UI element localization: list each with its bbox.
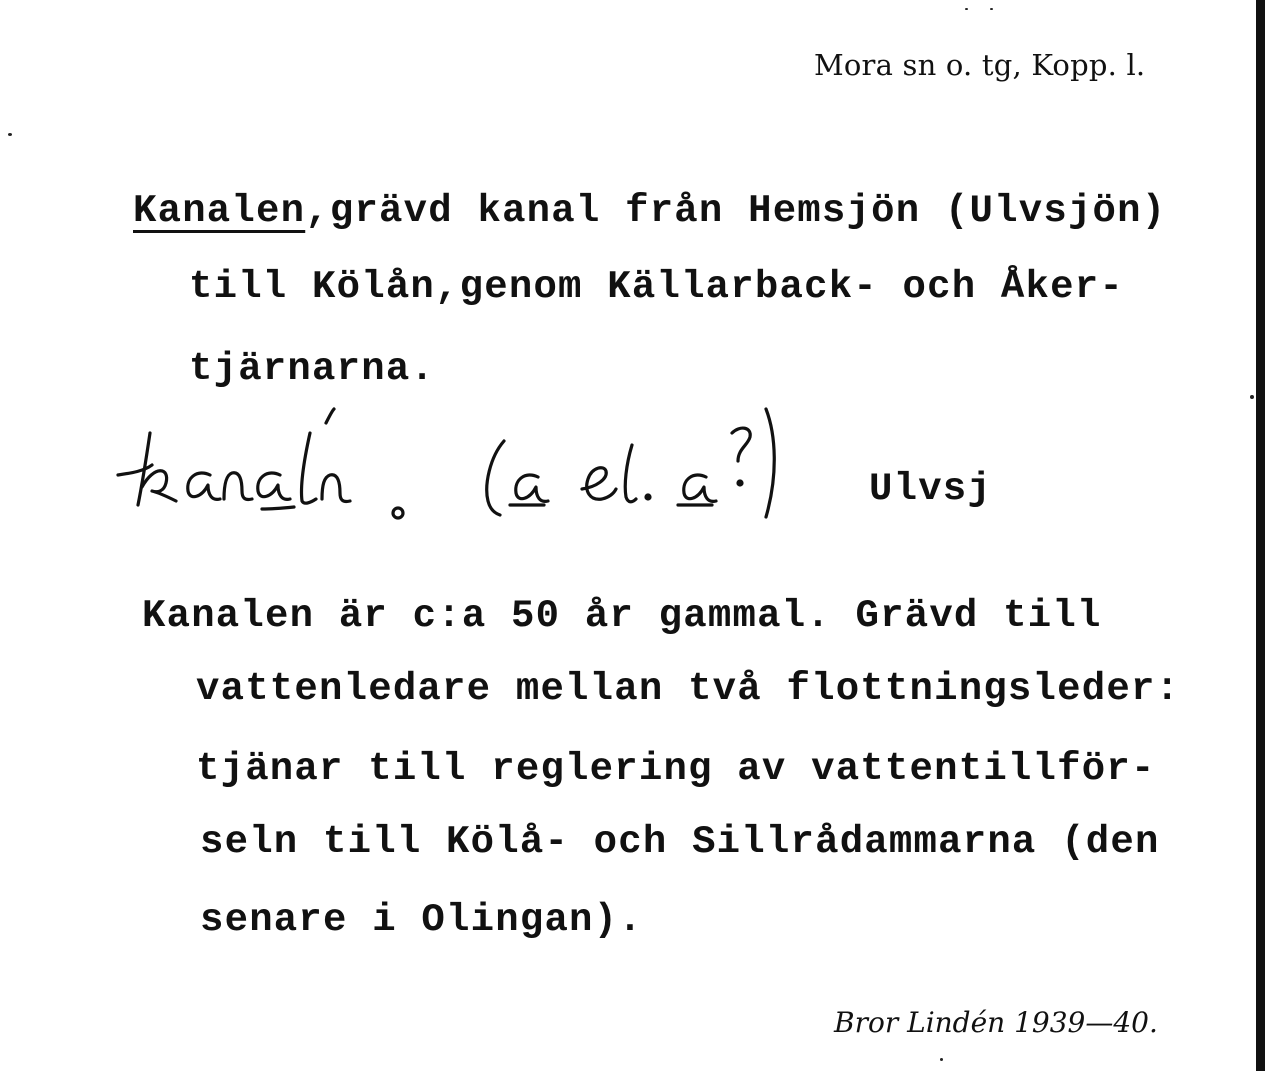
scan-speck <box>8 133 12 136</box>
notes-line-2: vattenledare mellan två flottningsleder: <box>196 667 1181 711</box>
notes-line-3: tjänar till reglering av vattentillför- <box>196 747 1156 791</box>
entry-line-1 <box>133 189 1167 233</box>
scan-speck <box>940 1058 943 1061</box>
pronunciation-location: Ulvsj <box>869 467 993 511</box>
handwritten-pronunciation <box>112 405 812 525</box>
scan-speck <box>965 8 968 10</box>
card-header: Mora sn o. tg, Kopp. l. <box>814 48 1146 82</box>
notes-line-5: senare i Olingan). <box>200 898 643 942</box>
entry-line-3: tjärnarna. <box>189 347 436 391</box>
entry-line-1-rest: ,grävd kanal från Hemsjön (Ulvsjön) <box>305 189 1167 233</box>
notes-line-4: seln till Kölå- och Sillrådammarna (den <box>200 820 1160 864</box>
signature: Bror Lindén 1939—40. <box>834 1006 1158 1039</box>
entry-line-2: till Kölån,genom Källarback- och Åker- <box>189 265 1124 309</box>
notes-line-1: Kanalen är c:a 50 år gammal. Grävd till <box>142 594 1102 638</box>
card-edge-border <box>1256 0 1265 1071</box>
scan-speck <box>990 8 993 10</box>
scan-speck <box>1250 395 1254 399</box>
headword: Kanalen <box>133 189 306 233</box>
